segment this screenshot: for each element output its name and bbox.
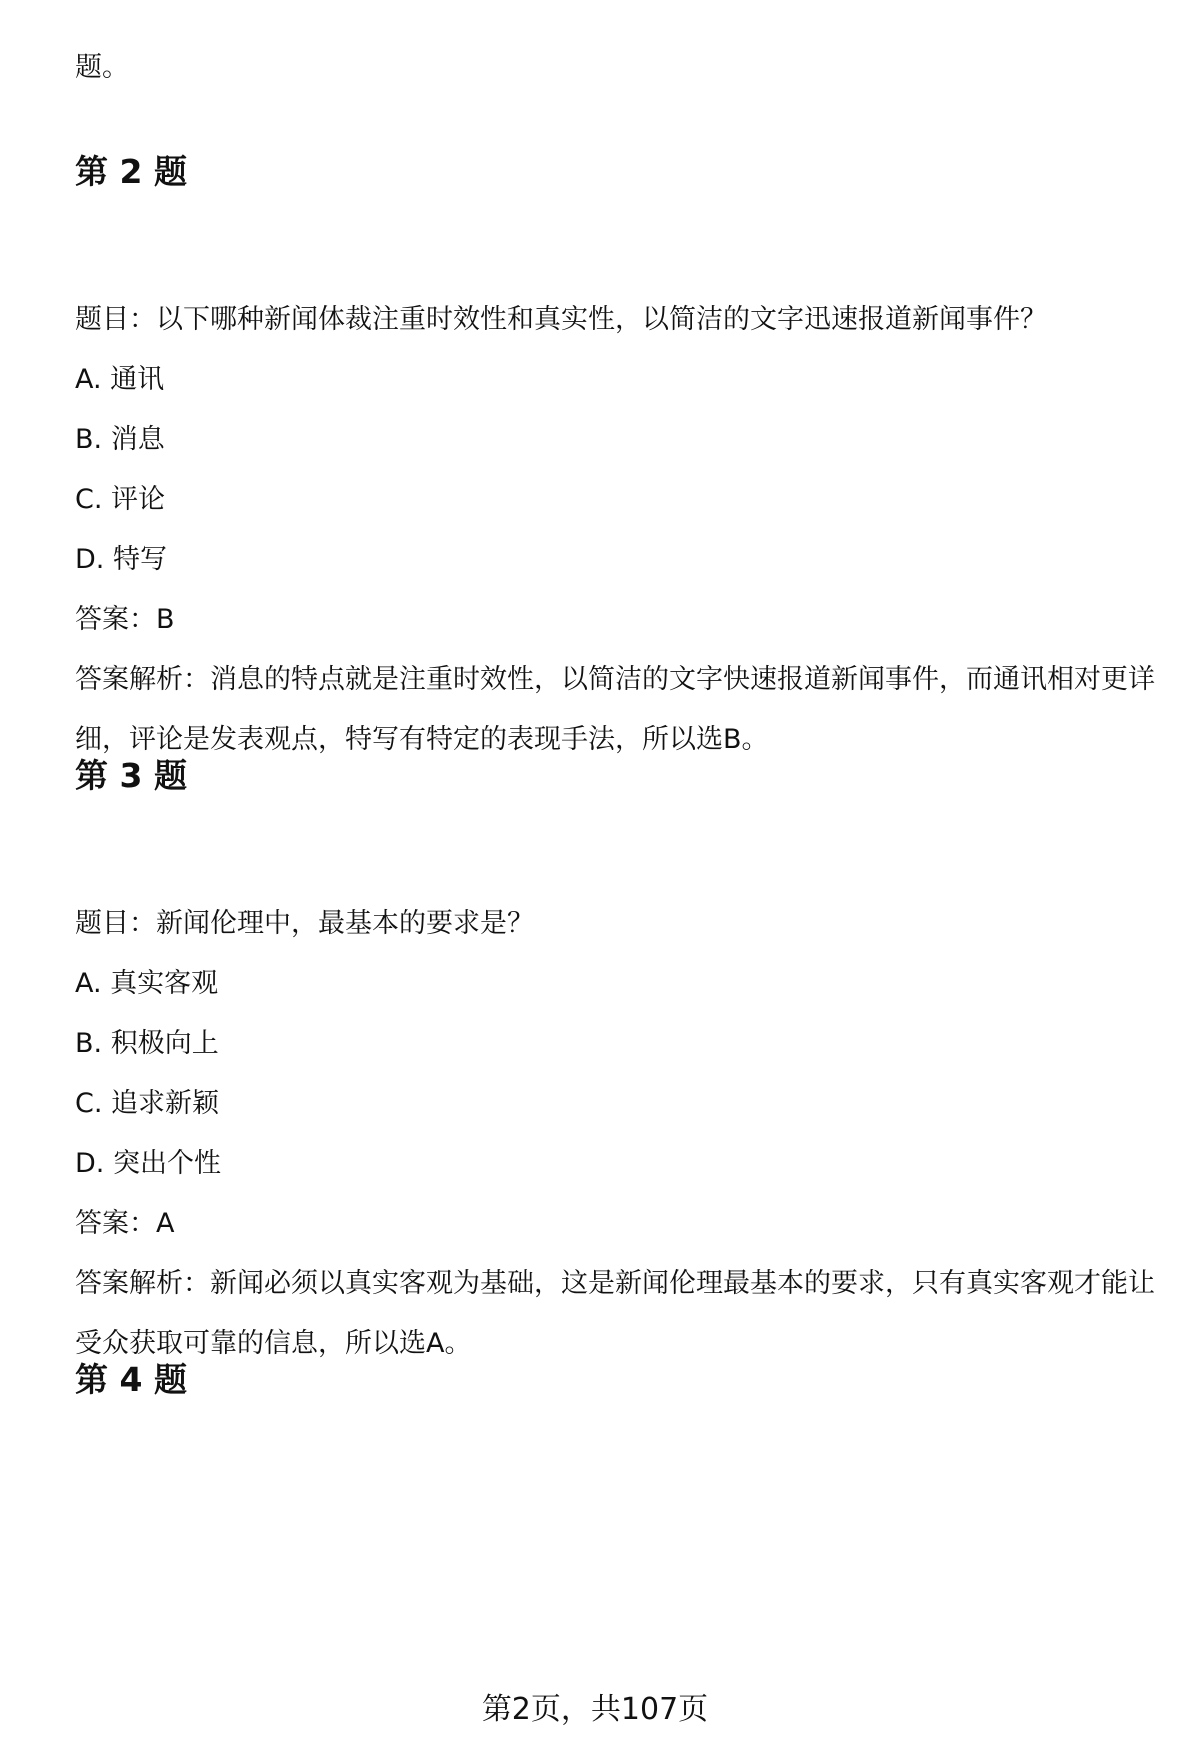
answer-line — [75, 590, 1165, 650]
stem-label: 题目： — [75, 908, 156, 939]
option-a: A. 通讯 — [75, 364, 165, 395]
option-b: B. 积极向上 — [75, 1028, 219, 1059]
option-c: C. 评论 — [75, 484, 166, 515]
question-heading: 第 4 题 — [75, 1360, 187, 1399]
explanation — [75, 650, 1165, 770]
question-block — [75, 1358, 1165, 1402]
answer-line — [75, 1194, 1165, 1254]
question-heading: 第 3 题 — [75, 756, 187, 795]
answer-label: 答案： — [75, 1208, 156, 1239]
question-block — [75, 754, 1165, 1374]
explanation-label: 答案解析： — [75, 1268, 210, 1299]
question-heading: 第 2 题 — [75, 152, 187, 191]
answer-value: A — [156, 1208, 175, 1239]
answer-value: B — [156, 604, 175, 635]
stem-label: 题目： — [75, 304, 156, 335]
option-b: B. 消息 — [75, 424, 165, 455]
explanation-text: 消息的特点就是注重时效性，以简洁的文字快速报道新闻事件，而通讯相对更详细，评论是发表观点，特写有特定的表现手法，所以选B。 — [75, 664, 1155, 755]
stem-text: 以下哪种新闻体裁注重时效性和真实性，以简洁的文字迅速报道新闻事件？ — [156, 304, 1047, 335]
question-block — [75, 150, 1165, 770]
explanation-label: 答案解析： — [75, 664, 210, 695]
option-a: A. 真实客观 — [75, 968, 219, 999]
option-d: D. 特写 — [75, 544, 167, 575]
option-d: D. 突出个性 — [75, 1148, 221, 1179]
explanation-text: 新闻必须以真实客观为基础，这是新闻伦理最基本的要求，只有真实客观才能让受众获取可靠的信息，所以选A。 — [75, 1268, 1155, 1359]
answer-label: 答案： — [75, 604, 156, 635]
stem-text: 新闻伦理中，最基本的要求是？ — [156, 908, 534, 939]
question-stem — [75, 894, 1165, 954]
explanation — [75, 1254, 1165, 1374]
carryover-text: 题。 — [75, 52, 129, 83]
option-c: C. 追求新颖 — [75, 1088, 220, 1119]
question-stem — [75, 290, 1165, 350]
page-indicator: 第2页，共107页 — [481, 1692, 709, 1727]
